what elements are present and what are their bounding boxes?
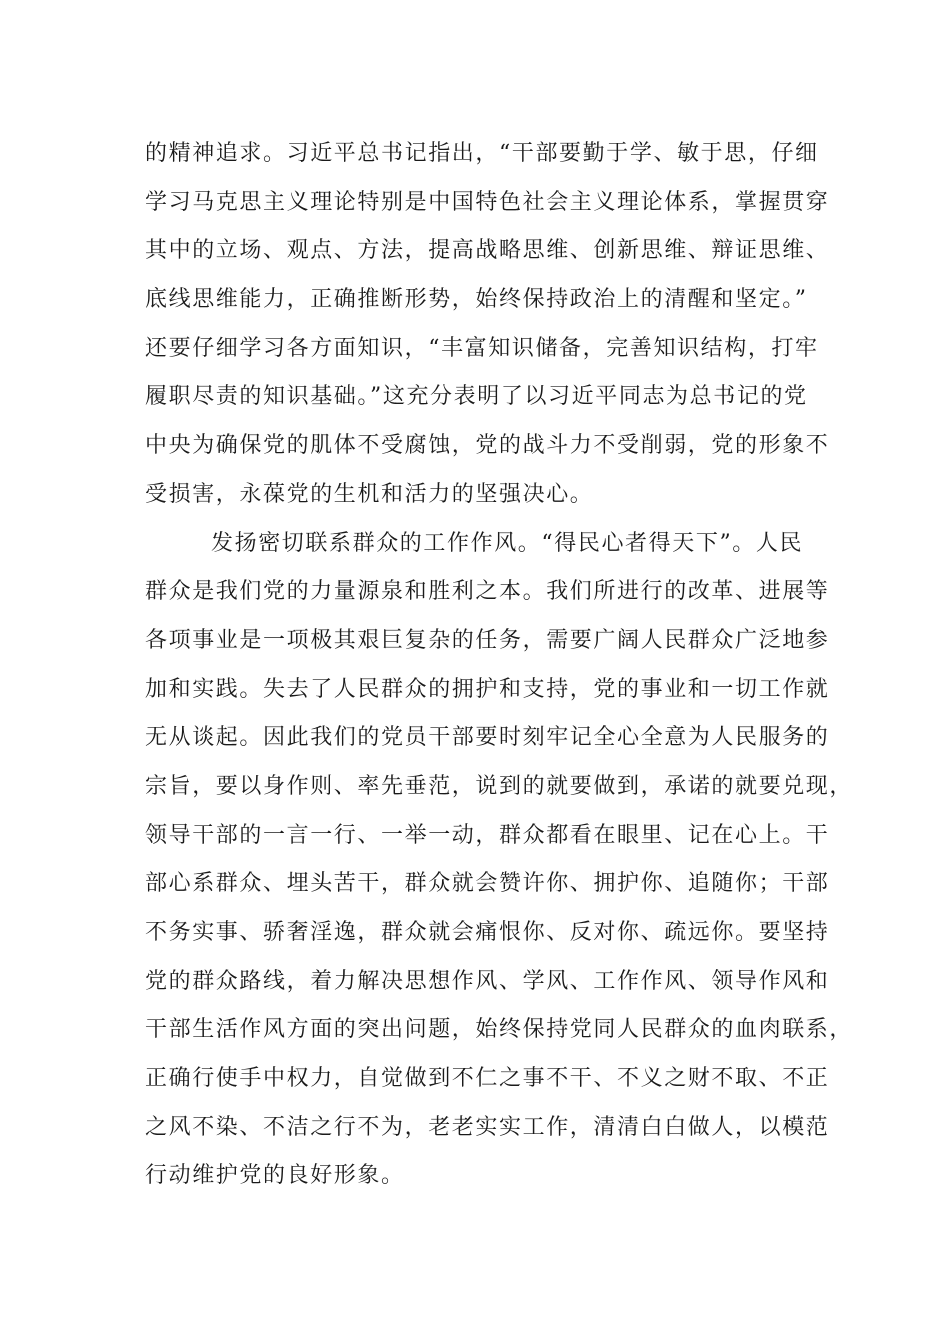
text-line: 底线思维能力，正确推断形势，始终保持政治上的清醒和坚定。” — [145, 287, 808, 313]
text-line: 其中的立场、观点、方法，提高战略思维、创新思维、辩证思维、 — [145, 238, 830, 264]
document-body — [145, 130, 854, 1201]
text-line: 之风不染、不洁之行不为，老老实实工作，清清白白做人，以模范 — [145, 1114, 830, 1140]
text-line: 受损害，永葆党的生机和活力的坚强决心。 — [145, 481, 594, 507]
text-line: 群众是我们党的力量源泉和胜利之本。我们所进行的改革、进展等 — [145, 579, 830, 605]
text-line: 行动维护党的良好形象。 — [145, 1163, 405, 1189]
text-line: 宗旨，要以身作则、率先垂范，说到的就要做到，承诺的就要兑现， — [145, 773, 854, 799]
text-line: 加和实践。失去了人民群众的拥护和支持，党的事业和一切工作就 — [145, 676, 830, 702]
paragraph-continuation — [145, 130, 830, 520]
text-line: 正确行使手中权力，自觉做到不仁之事不干、不义之财不取、不正 — [145, 1066, 830, 1092]
text-line: 中央为确保党的肌体不受腐蚀，党的战斗力不受削弱，党的形象不 — [145, 433, 830, 459]
text-line: 各项事业是一项极其艰巨复杂的任务，需要广阔人民群众广泛地参 — [145, 627, 830, 653]
text-line: 党的群众路线，着力解决思想作风、学风、工作作风、领导作风和 — [145, 968, 830, 994]
text-line: 学习马克思主义理论特别是中国特色社会主义理论体系，掌握贯穿 — [145, 189, 830, 215]
text-line: 还要仔细学习各方面知识，“丰富知识储备，完善知识结构，打牢 — [145, 335, 819, 361]
paragraph-mass-line — [145, 520, 854, 1202]
text-line: 发扬密切联系群众的工作作风。“得民心者得天下”。人民 — [211, 530, 804, 556]
text-line: 干部生活作风方面的突出问题，始终保持党同人民群众的血肉联系， — [145, 1017, 854, 1043]
text-line: 部心系群众、埋头苦干，群众就会赞许你、拥护你、追随你；干部 — [145, 871, 830, 897]
text-line: 领导干部的一言一行、一举一动，群众都看在眼里、记在心上。干 — [145, 822, 830, 848]
text-line: 无从谈起。因此我们的党员干部要时刻牢记全心全意为人民服务的 — [145, 725, 830, 751]
text-line: 履职尽责的知识基础。”这充分表明了以习近平同志为总书记的党 — [145, 384, 808, 410]
text-line: 不务实事、骄奢淫逸，群众就会痛恨你、反对你、疏远你。要坚持 — [145, 920, 830, 945]
text-line: 的精神追求。习近平总书记指出，“干部要勤于学、敏于思，仔细 — [145, 141, 819, 166]
